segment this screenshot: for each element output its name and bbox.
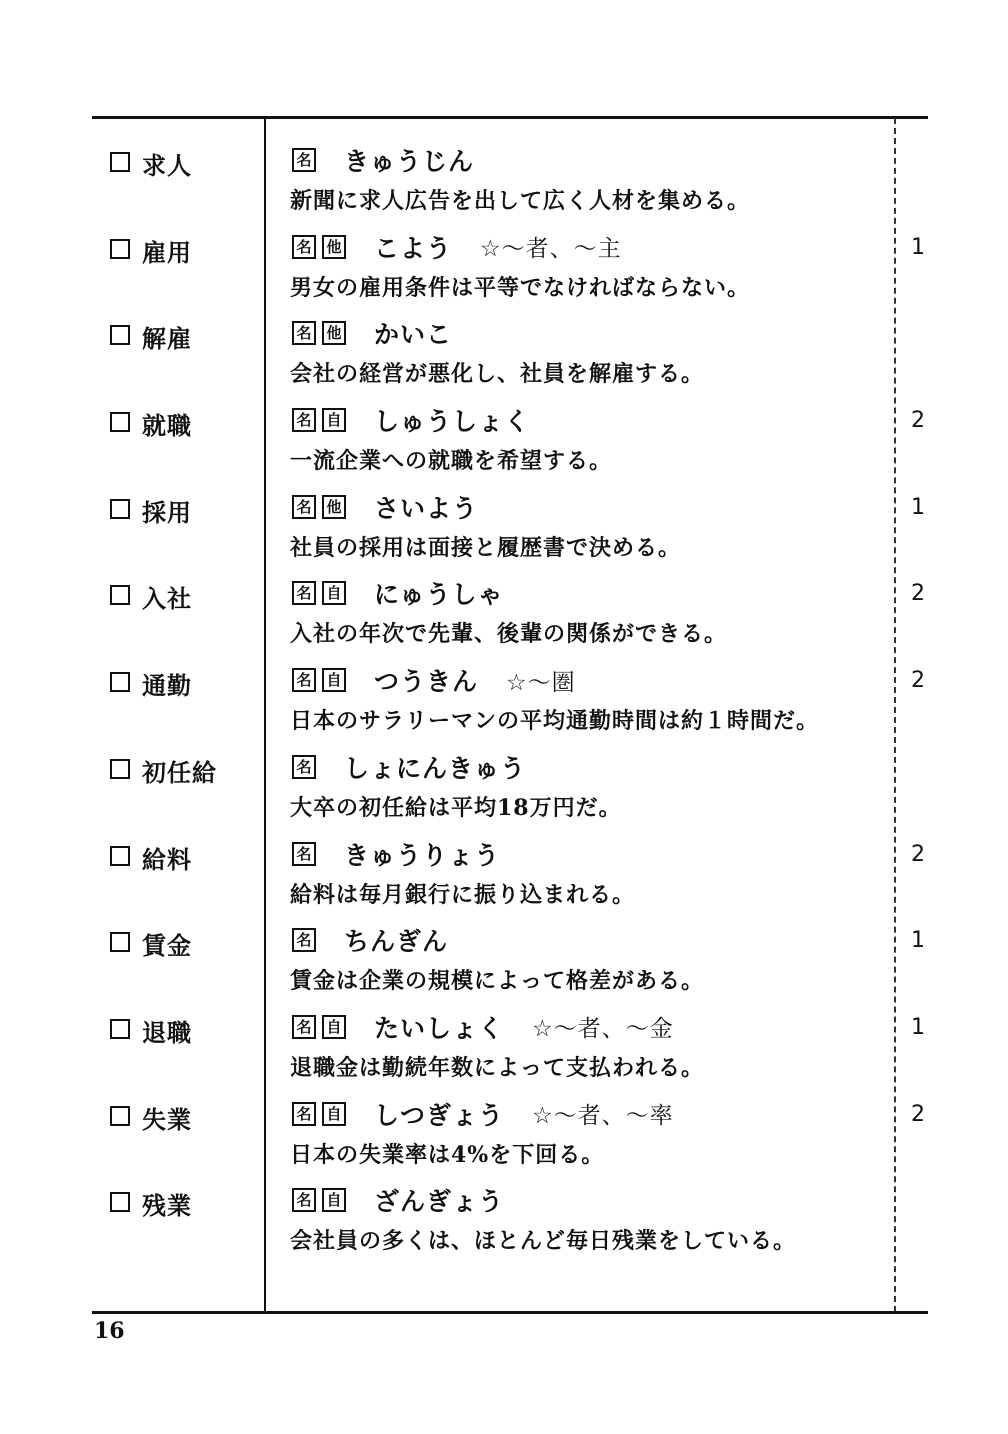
part-of-speech-badge: 名 <box>292 581 316 605</box>
reading: さいよう <box>374 493 479 523</box>
part-of-speech-badge: 名 <box>292 1015 316 1039</box>
vocabulary-list <box>0 140 1008 1267</box>
entry-header-line <box>292 404 530 436</box>
entry-header-line <box>292 751 526 783</box>
reading: つうきん <box>374 667 479 697</box>
checkbox[interactable] <box>110 412 130 432</box>
vocab-entry <box>0 400 1008 487</box>
headword: 入社 <box>142 585 192 614</box>
headword: 賃金 <box>142 932 192 961</box>
checkbox[interactable] <box>110 585 130 605</box>
reading: しつぎょう <box>374 1100 505 1130</box>
vocab-entry <box>0 660 1008 747</box>
entry-header-line <box>292 1098 674 1130</box>
part-of-speech-badge: 名 <box>292 1188 316 1212</box>
entry-header-line <box>292 577 504 609</box>
headword: 退職 <box>142 1018 192 1047</box>
part-of-speech-badge: 他 <box>322 235 346 259</box>
example-sentence: 男女の雇用条件は平等でなければならない。 <box>290 274 751 301</box>
reading: かいこ <box>374 320 453 350</box>
checkbox[interactable] <box>110 672 130 692</box>
level-number: 2 <box>911 581 925 607</box>
example-sentence: 大卒の初任給は平均18万円だ。 <box>290 794 622 821</box>
checkbox[interactable] <box>110 152 130 172</box>
part-of-speech-badge: 名 <box>292 235 316 259</box>
example-sentence: 日本のサラリーマンの平均通勤時間は約１時間だ。 <box>290 708 820 735</box>
example-sentence: 新聞に求人広告を出して広く人材を集める。 <box>290 188 751 214</box>
reading: しゅうしょく <box>374 407 531 437</box>
level-number: 1 <box>911 1014 925 1040</box>
checkbox[interactable] <box>110 499 130 519</box>
reading: きゅうりょう <box>344 840 501 870</box>
vocab-entry <box>0 227 1008 314</box>
part-of-speech-badge: 名 <box>292 495 316 519</box>
part-of-speech-badge: 自 <box>322 1102 346 1126</box>
entry-header-line <box>292 664 576 696</box>
part-of-speech-badge: 名 <box>292 1102 316 1126</box>
example-sentence: 会社員の多くは、ほとんど毎日残業をしている。 <box>290 1228 797 1255</box>
entry-header-line <box>292 1184 504 1216</box>
reading: しょにんきゅう <box>344 753 527 783</box>
headword: 解雇 <box>142 325 192 354</box>
page-number: 16 <box>94 1318 125 1344</box>
headword: 雇用 <box>142 238 192 267</box>
part-of-speech-badge: 名 <box>292 928 316 952</box>
reading: ちんぎん <box>344 927 449 957</box>
entry-header-line <box>292 317 452 349</box>
example-sentence: 一流企業への就職を希望する。 <box>290 448 613 475</box>
part-of-speech-badge: 自 <box>322 668 346 692</box>
entry-header-line <box>292 491 478 523</box>
level-number: 2 <box>911 408 925 434</box>
part-of-speech-badge: 自 <box>322 408 346 432</box>
example-sentence: 入社の年次で先輩、後輩の関係ができる。 <box>290 621 728 648</box>
derivatives: ☆〜者、〜主 <box>480 236 622 263</box>
vocab-entry <box>0 834 1008 921</box>
part-of-speech-badge: 名 <box>292 842 316 866</box>
part-of-speech-badge: 名 <box>292 408 316 432</box>
part-of-speech-badge: 自 <box>322 1188 346 1212</box>
headword: 求人 <box>142 152 192 180</box>
reading: きゅうじん <box>344 147 475 176</box>
headword: 給料 <box>142 845 192 874</box>
reading: こよう <box>374 233 453 263</box>
entry-header-line <box>292 231 622 263</box>
level-number: 1 <box>911 494 925 520</box>
example-sentence: 会社の経営が悪化し、社員を解雇する。 <box>290 361 705 388</box>
headword: 初任給 <box>142 758 217 787</box>
checkbox[interactable] <box>110 325 130 345</box>
top-rule <box>92 116 928 119</box>
level-number: 1 <box>911 234 925 260</box>
headword: 残業 <box>142 1192 192 1221</box>
headword: 通勤 <box>142 672 192 701</box>
level-number: 2 <box>911 1101 925 1127</box>
derivatives: ☆〜者、〜率 <box>532 1103 674 1130</box>
reading: たいしょく <box>374 1013 505 1043</box>
example-sentence: 社員の採用は面接と履歴書で決める。 <box>290 534 682 561</box>
checkbox[interactable] <box>110 1019 130 1039</box>
reading: にゅうしゃ <box>374 580 504 610</box>
bottom-rule <box>92 1311 928 1314</box>
headword: 採用 <box>142 498 192 527</box>
example-sentence: 退職金は勤続年数によって支払われる。 <box>290 1054 705 1081</box>
part-of-speech-badge: 自 <box>322 1015 346 1039</box>
reading: ざんぎょう <box>374 1187 505 1217</box>
vocab-entry <box>0 1007 1008 1094</box>
checkbox[interactable] <box>110 239 130 259</box>
example-sentence: 給料は毎月銀行に振り込まれる。 <box>290 881 636 908</box>
entry-header-line <box>292 144 474 176</box>
checkbox[interactable] <box>110 1192 130 1212</box>
level-number: 2 <box>911 841 925 867</box>
vocab-entry <box>0 747 1008 834</box>
entry-header-line <box>292 838 500 870</box>
part-of-speech-badge: 他 <box>322 321 346 345</box>
entry-header-line <box>292 1011 674 1043</box>
checkbox[interactable] <box>110 846 130 866</box>
part-of-speech-badge: 自 <box>322 581 346 605</box>
checkbox[interactable] <box>110 759 130 779</box>
part-of-speech-badge: 名 <box>292 755 316 779</box>
vocab-entry <box>0 487 1008 574</box>
derivatives: ☆〜者、〜金 <box>532 1016 674 1043</box>
example-sentence: 賃金は企業の規模によって格差がある。 <box>290 968 705 995</box>
entry-header-line <box>292 924 448 956</box>
part-of-speech-badge: 名 <box>292 668 316 692</box>
checkbox[interactable] <box>110 1106 130 1126</box>
part-of-speech-badge: 名 <box>292 321 316 345</box>
headword: 就職 <box>142 412 192 441</box>
vocab-entry <box>0 573 1008 660</box>
part-of-speech-badge: 他 <box>322 495 346 519</box>
level-number: 2 <box>911 668 925 694</box>
derivatives: ☆〜圏 <box>506 669 576 696</box>
vocab-entry <box>0 1180 1008 1267</box>
part-of-speech-badge: 名 <box>292 148 316 172</box>
vocab-entry <box>0 1094 1008 1181</box>
vocab-entry <box>0 920 1008 1007</box>
headword: 失業 <box>142 1105 192 1134</box>
vocab-entry <box>0 140 1008 227</box>
level-number: 1 <box>911 928 925 954</box>
vocab-entry <box>0 313 1008 400</box>
checkbox[interactable] <box>110 932 130 952</box>
example-sentence: 日本の失業率は4%を下回る。 <box>290 1141 605 1168</box>
